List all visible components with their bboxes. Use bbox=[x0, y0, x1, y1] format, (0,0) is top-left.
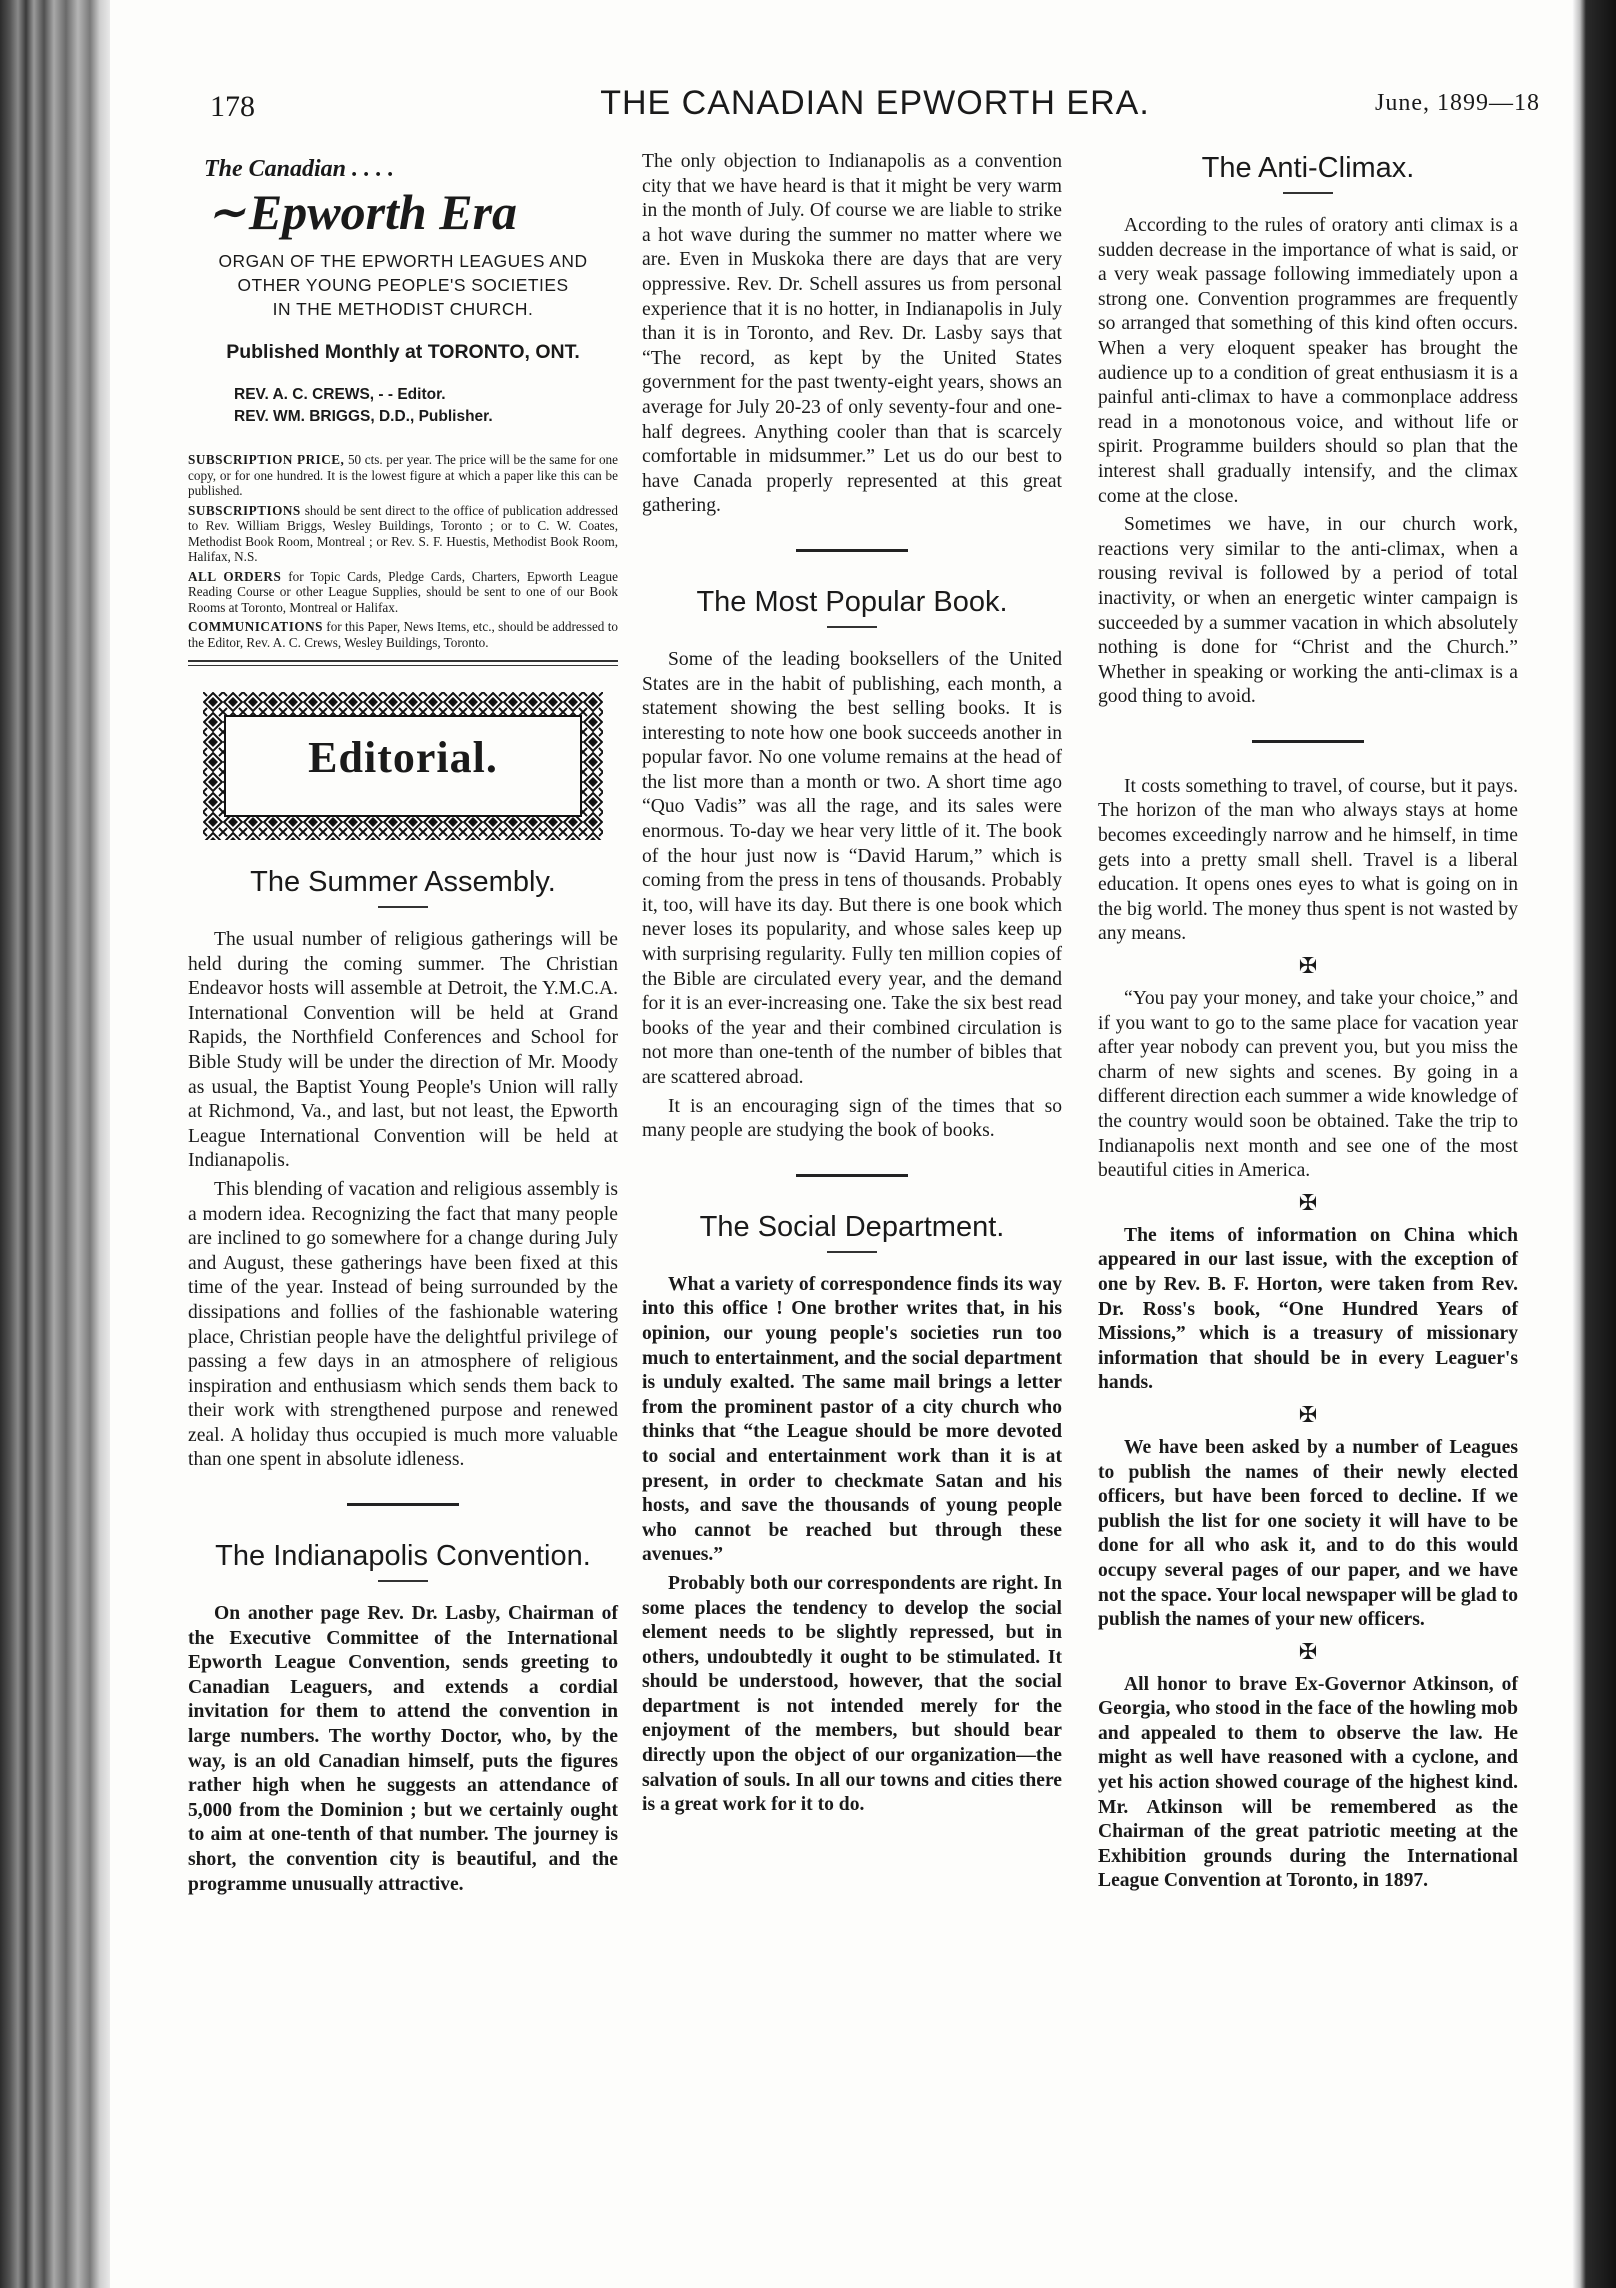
page-number: 178 bbox=[210, 90, 255, 123]
journal-title: THE CANADIAN EPWORTH ERA. bbox=[600, 84, 1150, 122]
title-rule bbox=[378, 906, 428, 908]
masthead-publisher: REV. WM. BRIGGS, D.D., Publisher. bbox=[234, 408, 493, 425]
maltese-cross-icon: ✠ bbox=[1298, 1401, 1318, 1427]
notice-text: for Topic Cards, Pledge Cards, Charters, Epworth League Reading Course or other League Supplies, should be sent to one of our Book Rooms at Toronto, Montreal or Halifax. bbox=[188, 568, 618, 615]
paragraph: According to the rules of oratory anti climax is a sudden decrease in the importance of what is said, or a very weak passage following immediately upon a strong one. Convention programmes are frequently so arranged that something of this kind often occurs. When a very eloquent speaker has brought the audience up to a condition of great enthusiasm it is a painful anti-climax to have a commonplace address read in a monotonous voice, and without life or spirit. Programme builders should so plan that the interest shall gradually intensify, and the climax come at the close. bbox=[1098, 215, 1518, 507]
masthead bbox=[188, 156, 618, 428]
swash-ornament-icon: ∼ bbox=[208, 187, 245, 237]
title-rule bbox=[378, 1580, 428, 1582]
notice bbox=[188, 569, 618, 616]
masthead-staff bbox=[234, 384, 618, 428]
section-rule bbox=[1252, 740, 1364, 743]
article-title: The Most Popular Book. bbox=[696, 585, 1008, 618]
maltese-cross-icon: ✠ bbox=[1298, 1638, 1318, 1664]
section-rule bbox=[347, 1503, 459, 1506]
note-china: The items of information on China which appeared in our last issue, with the exception of one by Rev. B. F. Horton, were taken from Rev. Dr. Ross's book, “One Hundred Years of Missions,” which is a treasury of missionary information that should be in every Leaguer's hands. bbox=[1098, 1224, 1518, 1394]
editorial-label: Editorial. bbox=[308, 733, 498, 782]
organ-line: OTHER YOUNG PEOPLE'S SOCIETIES bbox=[237, 275, 569, 295]
issue-date: June, 1899—18 bbox=[1375, 90, 1540, 116]
title-rule bbox=[827, 1251, 877, 1253]
notice-text: 50 cts. per year. The price will be the same for one copy, or for one hundred. It is the lowest figure at which a paper like this can be published. bbox=[188, 452, 618, 498]
double-rule bbox=[188, 660, 618, 666]
note-atkinson: All honor to brave Ex-Governor Atkinson, of Georgia, who stood in the face of the howling mob and appealed to them to observe the law. He might as well have reasoned with a cyclone, and yet his action showed courage of the highest kind. Mr. Atkinson will be remembered as the Chairman of the great patriotic meeting at the Exhibition grounds during the International League Convention at Toronto, in 1897. bbox=[1098, 1673, 1518, 1892]
maltese-cross-icon: ✠ bbox=[1298, 953, 1318, 979]
maltese-cross-icon: ✠ bbox=[1298, 1189, 1318, 1215]
title-rule bbox=[1283, 192, 1333, 194]
notice-text: should be sent direct to the office of publication addressed to Rev. William Briggs, Wesley Buildings, Toronto ; or to C. W. Coates, Methodist Book Room, Montreal ; or Rev. S. F. Huestis, Methodist Book Room, Halifax, N.S. bbox=[188, 502, 618, 564]
note-travel: It costs something to travel, of course, but it pays. The horizon of the man who always stays at home becomes exceedingly narrow and he himself, in time gets into a pretty small shell. Travel is a liberal education. It opens ones eyes to what is going on in the big world. The money thus spent is not wasted by any means. bbox=[1098, 775, 1518, 945]
running-head bbox=[210, 84, 1540, 124]
notice-label: SUBSCRIPTION PRICE, bbox=[188, 452, 345, 467]
note-officers: We have been asked by a number of Leagues to publish the names of their newly elected officers, but have been forced to decline. If we publish the list for one society it will have to be done for all who ask it, and to do this would occupy several pages of our paper, and we have not the space. Your local newspaper will be glad to publish the names of your new officers. bbox=[1098, 1436, 1518, 1631]
column-1 bbox=[188, 150, 618, 1901]
notice bbox=[188, 619, 618, 650]
paragraph: Probably both our correspondents are right. In some places the tendency to develop the social element needs to be slightly repressed, but in others, undoubtedly it ought to be stimulated. It should be understood, however, that the social department is not intended merely for the enjoyment of the members, but should bear directly upon the object of our organization—the salvation of souls. In all our towns and cities there is a great work for it to do. bbox=[642, 1572, 1062, 1816]
article-title: The Indianapolis Convention. bbox=[215, 1540, 591, 1573]
paragraph: What a variety of correspondence finds its way into this office ! One brother writes that, in his opinion, our young people's societies run too much to entertainment, and the social department is unduly exalted. The same mail brings a letter from the prominent pastor of a city church who thinks that “the League should be more devoted to social and entertainment work than it is at present, in order to checkmate Satan and his hosts, and save the thousands of young people who cannot be reached but through these avenues.” bbox=[642, 1273, 1062, 1566]
organ-line: ORGAN OF THE EPWORTH LEAGUES AND bbox=[218, 251, 588, 271]
paragraph: The only objection to Indianapolis as a convention city that we have heard is that it might be very warm in the month of July. Of course we are liable to strike a hot wave during the summer no matter where we are. Even in Muskoka there are days that are very oppressive. Rev. Dr. Schell assures us from personal experience that it is no hotter, in Indianapolis in July than it is in Toronto, and Rev. Dr. Lasby says that “The record, as kept by the United States government for the past twenty-eight years, shows an average for July 20-23 of only seventy-four and one-half degrees. Anything cooler than that is scarcely comfortable in midsummer.” Let us do our best to have Canada properly represented at this great gathering. bbox=[642, 151, 1062, 517]
notice-label: COMMUNICATIONS bbox=[188, 619, 323, 634]
title-rule bbox=[827, 626, 877, 628]
masthead-the-canadian: The Canadian . . . . bbox=[204, 156, 395, 182]
paragraph: On another page Rev. Dr. Lasby, Chairman of the Executive Committee of the International Epworth League Convention, sends greeting to Canadian Leaguers, and extends a cordial invitation for them to attend the convention in large numbers. The worthy Doctor, who, by the way, is an old Canadian himself, puts the figures rather high when he suggests an attendance of 5,000 from the Dominion ; but we certainly ought to aim at one-tenth of that number. The journey is short, the convention city is beautiful, and the programme unusually attractive. bbox=[188, 1603, 618, 1895]
masthead-editor: REV. A. C. CREWS, - - Editor. bbox=[234, 386, 446, 403]
paragraph: The usual number of religious gatherings will be held during the coming summer. The Christian Endeavor hosts will assemble at Detroit, the Y.M.C.A. International Convention will be held at Grand Rapids, the Northfield Conferences and School for Bible Study will be under the direction of Mr. Moody as usual, the Baptist Young People's Union will rally at Richmond, Va., and last, but not least, the Epworth League International Convention will be held at Indianapolis. bbox=[188, 929, 618, 1172]
paragraph: This blending of vacation and religious assembly is a modern idea. Recognizing the fact that many people are inclined to go somewhere for a change during July and August, these gatherings have been fixed at this time of the year. Instead of being surrounded by the dissipations and follies of the fashionable watering place, Christian people have the delightful privilege of passing a few days in an atmosphere of religious inspiration and enthusiasm which sends them back to their work with strengthened purpose and renewed zeal. A holiday thus occupied is much more valuable than one spent in absolute idleness. bbox=[188, 1178, 618, 1471]
notice bbox=[188, 503, 618, 565]
article-title: The Anti-Climax. bbox=[1201, 152, 1415, 184]
paragraph: Some of the leading booksellers of the United States are in the habit of publishing, each month, a statement showing the best selling books. It is interesting to note how one book succeeds another in popular favor. No one volume remains at the head of the list more than a month or two. A short time ago “Quo Vadis” was all the rage, and its sales were enormous. To-day we hear very little of it. The book of the hour just now is “David Harum,” which is coming from the press in tens of thousands. Probably it, too, will have its day. But there is one book which never loses its popularity, and whose sales keep up with surprising regularity. Fully ten million copies of the Bible are circulated every year, and the demand for it is an ever-increasing one. Take the six best read books of the year and their combined circulation is not more than one-tenth of the number of bibles that are scattered abroad. bbox=[642, 648, 1062, 1088]
note-choice: “You pay your money, and take your choice,” and if you want to go to the same place for vacation year after year nobody can prevent you, but you miss the charm of new sights and scenes. By going in a different direction each summer a wide knowledge of the country would soon be obtained. Take the trip to Indianapolis next month and see one of the most beautiful cities in America. bbox=[1098, 988, 1518, 1182]
column-2 bbox=[642, 150, 1062, 1822]
article-title: The Summer Assembly. bbox=[250, 866, 556, 898]
organ-line: IN THE METHODIST CHURCH. bbox=[272, 299, 534, 319]
notice-label: SUBSCRIPTIONS bbox=[188, 502, 301, 518]
column-3 bbox=[1098, 150, 1518, 1898]
masthead-title bbox=[208, 183, 618, 241]
masthead-organ bbox=[188, 249, 618, 321]
editorial-ornament-box bbox=[203, 692, 603, 840]
masthead-title-text: Epworth Era bbox=[248, 184, 518, 240]
paragraph: It is an encouraging sign of the times that so many people are studying the book of books. bbox=[642, 1095, 1062, 1142]
book-spine bbox=[0, 0, 110, 2288]
section-rule bbox=[796, 549, 908, 552]
notices bbox=[188, 452, 618, 650]
section-rule bbox=[796, 1174, 908, 1177]
notice-label: ALL ORDERS bbox=[188, 568, 282, 584]
masthead-published: Published Monthly at TORONTO, ONT. bbox=[226, 341, 580, 363]
notice bbox=[188, 452, 618, 499]
notice-text: for this Paper, News Items, etc., should be addressed to the Editor, Rev. A. C. Crews, Wesley Buildings, Toronto. bbox=[188, 619, 618, 650]
page-edge-shadow bbox=[1572, 0, 1616, 2288]
article-title: The Social Department. bbox=[699, 1210, 1005, 1243]
paragraph: Sometimes we have, in our church work, reactions very similar to the anti-climax, when a rousing revival is followed by a period of total inactivity, or when an energetic winter campaign is succeeded by a summer vacation in which absolutely nothing is done for “Christ and the Church.” Whether in speaking or working the anti-climax is a good thing to avoid. bbox=[1098, 514, 1518, 708]
